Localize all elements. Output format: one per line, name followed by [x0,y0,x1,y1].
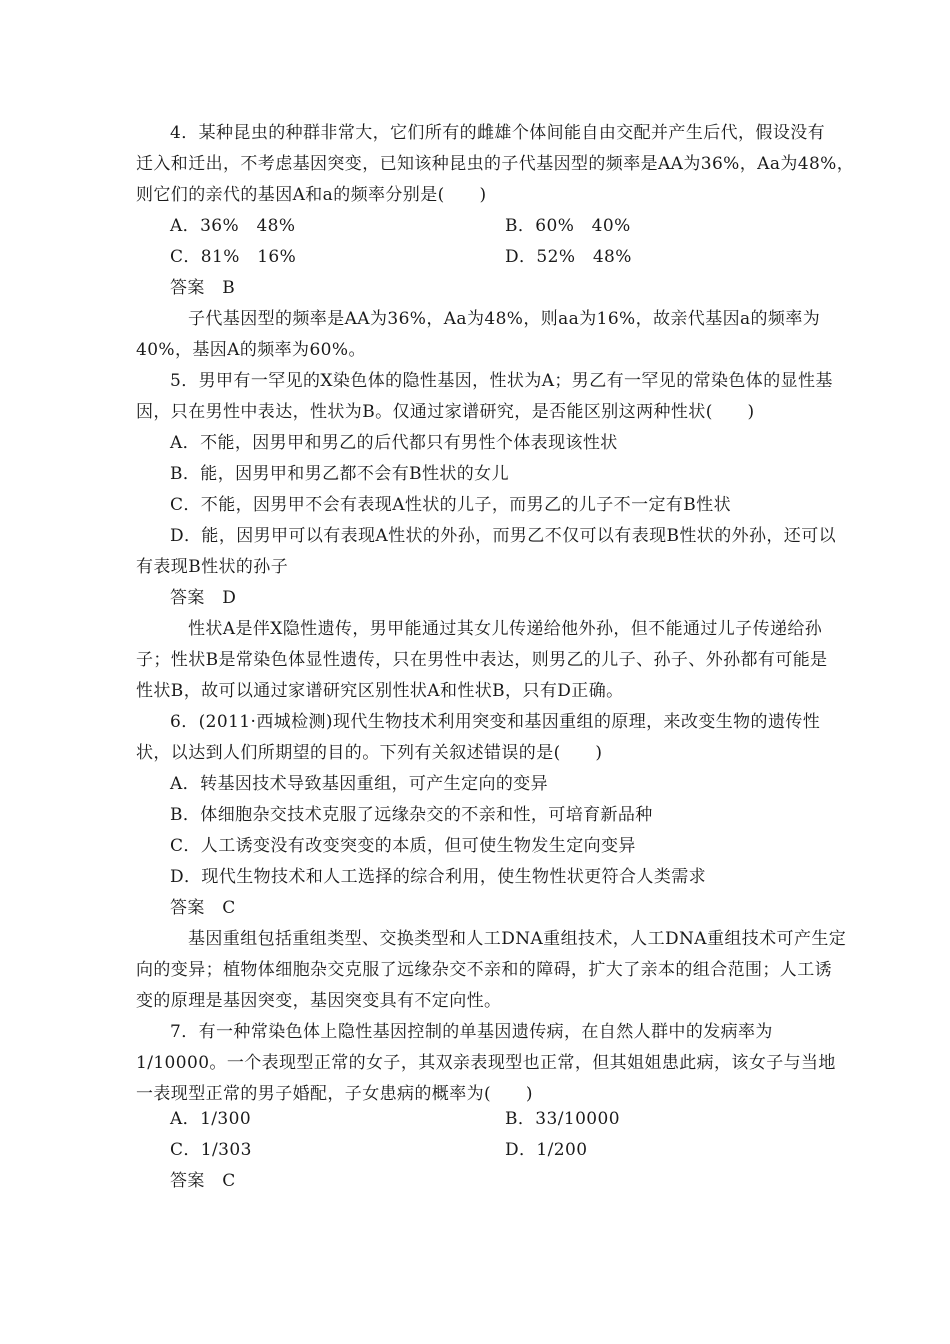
q5-explanation-line-2: 子；性状B是常染色体显性遗传，只在男性中表达，则男乙的儿子、孙子、外孙都有可能是 [136,650,828,670]
q5-option-c: C．不能，因男甲不会有表现A性状的儿子，而男乙的儿子不一定有B性状 [170,495,731,515]
q5-option-a: A．不能，因男甲和男乙的后代都只有男性个体表现该性状 [170,433,618,453]
q6-explanation-line-3: 变的原理是基因突变，基因突变具有不定向性。 [136,991,502,1011]
q4-stem-line-2: 迁入和迁出，不考虑基因突变，已知该种昆虫的子代基因型的频率是AA为36%，Aa为48%， [136,154,855,174]
q4-explanation-line-1: 子代基因型的频率是AA为36%，Aa为48%，则aa为16%，故亲代基因a的频率为 [188,309,821,329]
q7-answer: 答案 C [170,1171,236,1191]
q7-option-a: A．1/300 [170,1109,252,1129]
q5-explanation-line-1: 性状A是伴X隐性遗传，男甲能通过其女儿传递给他外孙，但不能通过儿子传递给孙 [188,619,823,639]
q5-stem-line-2: 因，只在男性中表达，性状为B。仅通过家谱研究，是否能区别这两种性状( ) [136,402,755,422]
q6-stem-line-2: 状，以达到人们所期望的目的。下列有关叙述错误的是( ) [136,743,603,763]
q5-answer: 答案 D [170,588,237,608]
q7-option-b: B．33/10000 [505,1109,620,1129]
q6-explanation-line-2: 向的变异；植物体细胞杂交克服了远缘杂交不亲和的障碍，扩大了亲本的组合范围；人工诱 [136,960,832,980]
q7-option-c: C．1/303 [170,1140,252,1160]
q6-option-b: B．体细胞杂交技术克服了远缘杂交的不亲和性，可培育新品种 [170,805,653,825]
q5-option-d-line-2: 有表现B性状的孙子 [136,557,289,577]
q6-option-d: D．现代生物技术和人工选择的综合利用，使生物性状更符合人类需求 [170,867,707,887]
q5-option-b: B．能，因男甲和男乙都不会有B性状的女儿 [170,464,509,484]
q4-stem-line-1: 4．某种昆虫的种群非常大，它们所有的雌雄个体间能自由交配并产生后代，假设没有 [170,123,826,143]
q4-option-c: C．81% 16% [170,247,297,267]
q4-answer: 答案 B [170,278,236,298]
q7-option-d: D．1/200 [505,1140,588,1160]
q4-option-b: B．60% 40% [505,216,631,236]
q4-option-d: D．52% 48% [505,247,632,267]
q4-stem-line-3: 则它们的亲代的基因A和a的频率分别是( ) [136,185,487,205]
q6-stem-line-1: 6．(2011·西城检测)现代生物技术利用突变和基因重组的原理，来改变生物的遗传性 [170,712,821,732]
q7-stem-line-3: 一表现型正常的男子婚配，子女患病的概率为( ) [136,1084,533,1104]
q7-stem-line-1: 7．有一种常染色体上隐性基因控制的单基因遗传病，在自然人群中的发病率为 [170,1022,773,1042]
q5-option-d-line-1: D．能，因男甲可以有表现A性状的外孙，而男乙不仅可以有表现B性状的外孙，还可以 [170,526,836,546]
q5-stem-line-1: 5．男甲有一罕见的X染色体的隐性基因，性状为A；男乙有一罕见的常染色体的显性基 [170,371,833,391]
q6-option-c: C．人工诱变没有改变突变的本质，但可使生物发生定向变异 [170,836,636,856]
q7-stem-line-2: 1/10000。一个表现型正常的女子，其双亲表现型也正常，但其姐姐患此病，该女子与当地 [136,1053,836,1073]
q4-option-a: A．36% 48% [170,216,296,236]
q6-option-a: A．转基因技术导致基因重组，可产生定向的变异 [170,774,549,794]
q6-explanation-line-1: 基因重组包括重组类型、交换类型和人工DNA重组技术，人工DNA重组技术可产生定 [188,929,847,949]
q4-explanation-line-2: 40%，基因A的频率为60%。 [136,340,366,360]
q6-answer: 答案 C [170,898,236,918]
q5-explanation-line-3: 性状B，故可以通过家谱研究区别性状A和性状B，只有D正确。 [136,681,624,701]
